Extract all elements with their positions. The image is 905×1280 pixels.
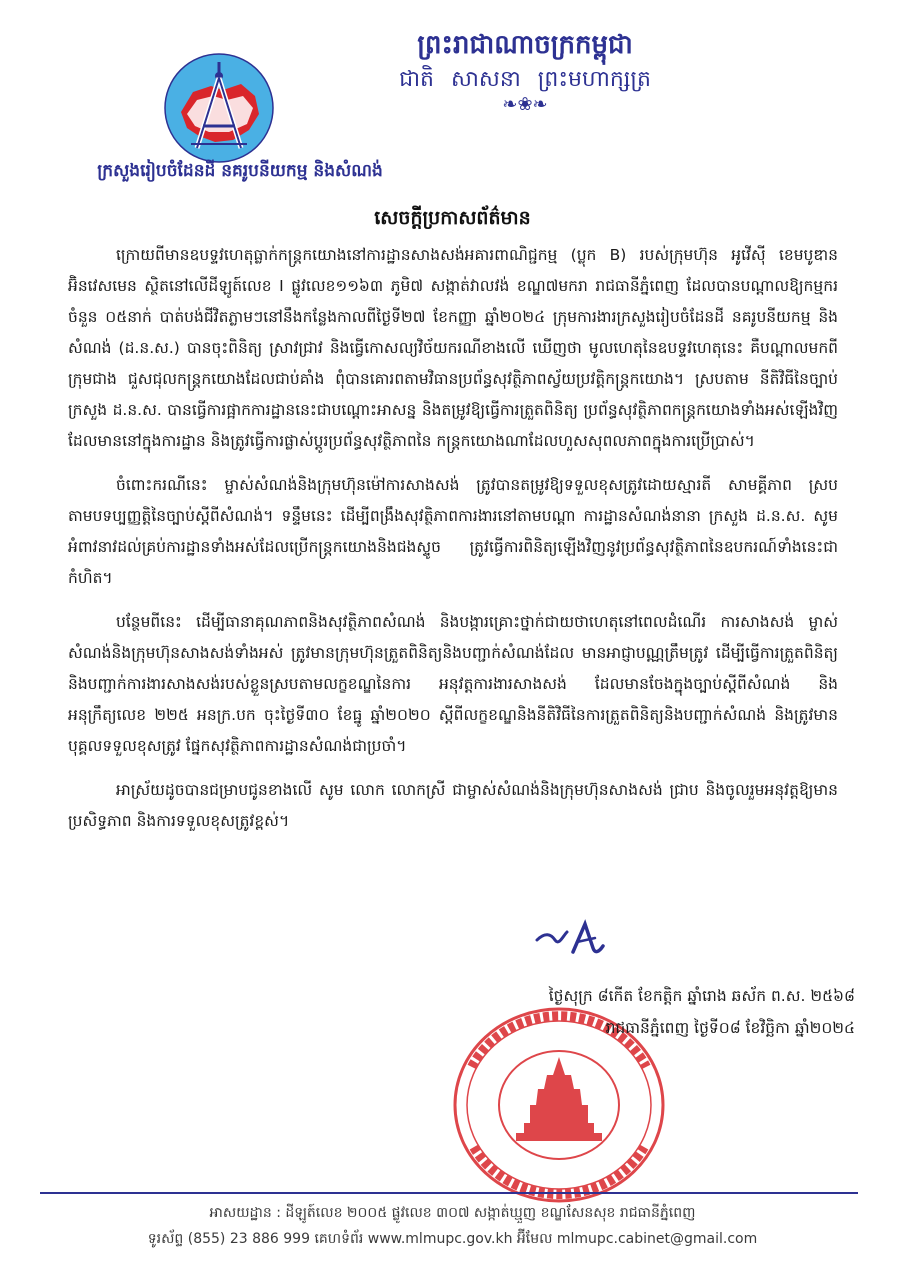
footer — [0, 1200, 905, 1252]
ministry-name: ក្រសួងរៀបចំដែនដី នគរូបនីយកម្ម និងសំណង់ — [97, 161, 383, 181]
national-motto: ជាតិ សាសនា ព្រះមហាក្សត្រ — [399, 67, 651, 92]
paragraph-2: ចំពោះករណីនេះ ម្ចាស់សំណង់និងក្រុមហ៊ុនម៉ៅការសាងសង់ ត្រូវបានតម្រូវឱ្យទទួលខុសត្រូវដោយស្មារតី សាមគ្គីភាព ស្របតាមបទប្បញ្ញត្តិនៃច្បាប់ស្តីពីសំណង់។ ទន្ទឹមនេះ ដើម្បីពង្រឹងសុវត្ថិភាពការងារនៅតាមបណ្តា ការដ្ឋានសំណង់នានា ក្រសួង ដ.ន.ស. សូមអំពាវនាវដល់គ្រប់ការដ្ឋានទាំងអស់ដែលប្រើកន្ត្រកយោងនិងជងស្ទូច ត្រូវធ្វើការពិនិត្យឡើងវិញនូវប្រព័ន្ធសុវត្ថិភាពនៃឧបករណ៍ទាំងនេះជាកំហិត។ — [68, 476, 838, 587]
kingdom-header — [300, 28, 750, 114]
paragraph-3: បន្ថែមពីនេះ ដើម្បីធានាគុណភាពនិងសុវត្ថិភាពសំណង់ និងបង្ការគ្រោះថ្នាក់ជាយថាហេតុនៅពេលដំណើរ ការសាងសង់ ម្ចាស់សំណង់និងក្រុមហ៊ុនសាងសង់ទាំងអស់ ត្រូវមានក្រុមហ៊ុនត្រួតពិនិត្យនិងបញ្ជាក់សំណង់ដែល មានអាជ្ញាបណ្ណត្រឹមត្រូវ ដើម្បីធ្វើការត្រួតពិនិត្យ និងបញ្ជាក់ការងារសាងសង់របស់ខ្លួនស្របតាមលក្ខខណ្ឌនៃការ អនុវត្តការងារសាងសង់ ដែលមានចែងក្នុងច្បាប់ស្តីពីសំណង់ និងអនុក្រឹត្យលេខ ២២៥ អនក្រ.បក ចុះថ្ងៃទី៣០ ខែធ្នូ ឆ្នាំ២០២០ ស្តីពីលក្ខខណ្ឌនិងនីតិវិធីនៃការត្រួតពិនិត្យនិងបញ្ជាក់សំណង់ និងត្រូវមានបុគ្គលទទួលខុសត្រូវ ផ្នែកសុវត្ថិភាពការដ្ឋានសំណង់ជាប្រចាំ។ — [68, 613, 838, 755]
ministry-logo — [163, 52, 275, 164]
document-title: សេចក្តីប្រកាសព័ត៌មាន — [374, 207, 531, 229]
lunar-date: ថ្ងៃសុក្រ ៨កើត ខែកត្តិក ឆ្នាំរោង ឆស័ក ព.ស. ២៥៦៨ — [548, 987, 855, 1005]
footer-divider — [40, 1192, 858, 1194]
paragraph-4: អាស្រ័យដូចបានជម្រាបជូនខាងលើ សូម លោក លោកស្រី ជាម្ចាស់សំណង់និងក្រុមហ៊ុនសាងសង់ ជ្រាប និងចូលរួមអនុវត្តឱ្យមានប្រសិទ្ធភាព និងការទទួលខុសត្រូវខ្ពស់។ — [68, 781, 838, 830]
date-block — [395, 980, 855, 1044]
document-body — [68, 240, 838, 850]
header-ornament: ❧❀❧ — [502, 94, 548, 115]
footer-address: អាសយដ្ឋាន : ដីឡូត៍លេខ ២០០៥ ផ្លូវលេខ ៣០៧ សង្កាត់ឃ្មួញ ខណ្ឌសែនសុខ រាជធានីភ្នំពេញ — [209, 1205, 696, 1221]
paragraph-1: ក្រោយពីមានឧបទ្ទវហេតុធ្លាក់កន្ត្រកយោងនៅការដ្ឋានសាងសង់អគារពាណិជ្ជកម្ម (ប្លុក B) របស់ក្រុមហ៊ុន អូវើស៊ី ខេមបូឌាន អ៊ិនវេសមេន ស្ថិតនៅលើដីឡូត៍លេខ I ផ្លូវលេខ១១៦៣ ភូមិ៧ សង្កាត់វាលវង់ ខណ្ឌ៧មករា រាជធានីភ្នំពេញ ដែលបានបណ្តាលឱ្យកម្មករចំនួន ០៥នាក់ បាត់បង់ជីវិតភ្លាមៗនៅនឹងកន្លែងកាលពីថ្ងៃទី២៧ ខែកញ្ញា ឆ្នាំ២០២៤ ក្រុមការងារក្រសួងរៀបចំដែនដី នគរូបនីយកម្ម និងសំណង់ (ដ.ន.ស.) បានចុះពិនិត្យ ស្រាវជ្រាវ និងធ្វើកោសល្យវិច័យករណីខាងលើ ឃើញថា មូលហេតុនៃឧបទ្ទវហេតុនេះ គឺបណ្តាលមកពីក្រុមជាង ជួសជុលកន្ត្រកយោងដែលជាប់គាំង ពុំបានគោរពតាមវិធានប្រព័ន្ធសុវត្ថិភាពស្វ័យប្រវត្តិកន្ត្រកយោង។ ស្របតាម នីតិវិធីនៃច្បាប់ ក្រសួង ដ.ន.ស. បានធ្វើការផ្អាកការដ្ឋាននេះជាបណ្តោះអាសន្ន និងតម្រូវឱ្យធ្វើការត្រួតពិនិត្យ ប្រព័ន្ធសុវត្ថិភាពកន្ត្រកយោងទាំងអស់ឡើងវិញដែលមាននៅក្នុងការដ្ឋាន និងត្រូវធ្វើការផ្លាស់ប្តូរប្រព័ន្ធសុវត្ថិភាពនៃ កន្ត្រកយោងណាដែលហួសសុពលភាពក្នុងការប្រើប្រាស់។ — [68, 246, 838, 450]
signature — [533, 918, 605, 958]
solar-date: រាជធានីភ្នំពេញ ថ្ងៃទី០៨ ខែវិច្ឆិកា ឆ្នាំ២០២៤ — [605, 1019, 855, 1037]
kingdom-name: ព្រះរាជាណាចក្រកម្ពុជា — [417, 30, 633, 60]
footer-contact: ទូរស័ព្ទ (855) 23 886 999 គេហទំព័រ www.mlmupc.gov.kh អ៊ីមែល mlmupc.cabinet@gmail.com — [147, 1231, 758, 1247]
